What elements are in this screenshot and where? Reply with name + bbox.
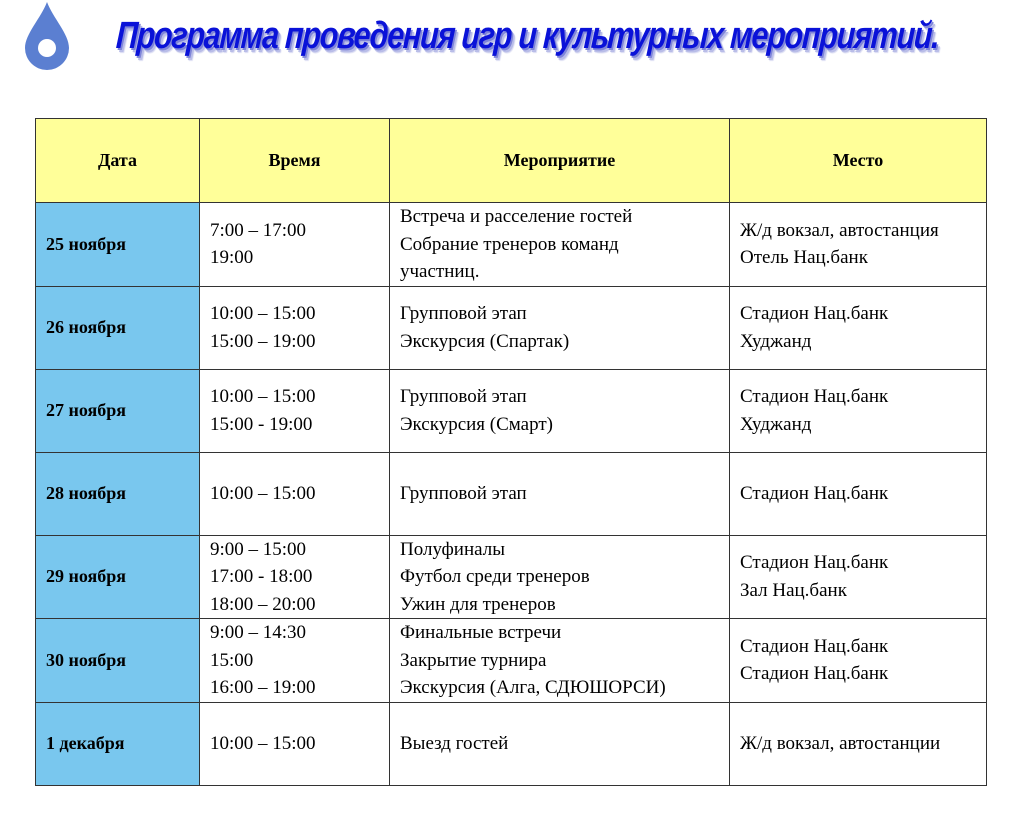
place-cell bbox=[730, 452, 987, 535]
place-cell bbox=[730, 203, 987, 287]
event-cell bbox=[390, 452, 730, 535]
time-line: 17:00 - 18:00 bbox=[210, 566, 313, 587]
place-line: Стадион Нац.банк bbox=[740, 386, 889, 407]
page-title: Программа проведения игр и культурных мероприятий. bbox=[114, 15, 940, 57]
event-cell bbox=[390, 203, 730, 287]
table-row bbox=[36, 286, 987, 369]
time-line: 7:00 – 17:00 bbox=[210, 219, 307, 241]
time-cell bbox=[200, 619, 390, 703]
event-line: участниц. bbox=[400, 261, 480, 282]
place-line: Зал Нац.банк bbox=[740, 579, 847, 601]
time-cell bbox=[200, 535, 390, 619]
header-date: Дата bbox=[36, 119, 200, 203]
table-row bbox=[36, 452, 987, 535]
time-line: 15:00 bbox=[210, 649, 254, 671]
event-cell bbox=[390, 702, 730, 785]
event-line: Закрытие турнира bbox=[400, 649, 547, 671]
date-cell: 25 ноября bbox=[36, 203, 200, 287]
table-row bbox=[36, 203, 987, 287]
event-line: Экскурсия (Смарт) bbox=[400, 413, 553, 435]
event-cell bbox=[390, 619, 730, 703]
date-cell: 28 ноября bbox=[36, 452, 200, 535]
time-cell bbox=[200, 369, 390, 452]
header-row bbox=[36, 119, 987, 203]
place-line: Стадион Нац.банк bbox=[740, 482, 889, 504]
event-line: Финальные встречи bbox=[400, 622, 562, 643]
place-cell bbox=[730, 619, 987, 703]
event-line: Выезд гостей bbox=[400, 732, 509, 754]
place-cell bbox=[730, 535, 987, 619]
water-drop-icon bbox=[22, 0, 72, 74]
time-cell bbox=[200, 452, 390, 535]
place-cell bbox=[730, 369, 987, 452]
event-cell bbox=[390, 369, 730, 452]
time-line: 18:00 – 20:00 bbox=[210, 593, 316, 615]
time-cell bbox=[200, 286, 390, 369]
time-line: 16:00 – 19:00 bbox=[210, 677, 316, 698]
place-cell bbox=[730, 702, 987, 785]
header-place: Место bbox=[730, 119, 987, 203]
date-cell: 29 ноября bbox=[36, 535, 200, 619]
place-line: Ж/д вокзал, автостанция bbox=[740, 219, 939, 241]
time-line: 10:00 – 15:00 bbox=[210, 386, 316, 407]
table-row bbox=[36, 369, 987, 452]
time-line: 10:00 – 15:00 bbox=[210, 482, 316, 504]
event-cell bbox=[390, 286, 730, 369]
event-line: Полуфиналы bbox=[400, 538, 505, 560]
place-line: Худжанд bbox=[740, 330, 812, 352]
table-row bbox=[36, 702, 987, 785]
place-line: Стадион Нац.банк bbox=[740, 663, 889, 685]
time-line: 10:00 – 15:00 bbox=[210, 732, 316, 754]
header-time: Время bbox=[200, 119, 390, 203]
date-cell: 26 ноября bbox=[36, 286, 200, 369]
event-line: Встреча и расселение гостей bbox=[400, 206, 633, 227]
event-line: Групповой этап bbox=[400, 482, 527, 504]
time-line: 15:00 - 19:00 bbox=[210, 413, 313, 435]
schedule-table bbox=[35, 118, 987, 786]
place-cell bbox=[730, 286, 987, 369]
event-line: Экскурсия (Спартак) bbox=[400, 330, 570, 352]
place-line: Ж/д вокзал, автостанции bbox=[740, 732, 941, 754]
time-line: 15:00 – 19:00 bbox=[210, 330, 316, 352]
event-line: Собрание тренеров команд bbox=[400, 233, 619, 255]
header-event: Мероприятие bbox=[390, 119, 730, 203]
event-line: Ужин для тренеров bbox=[400, 593, 556, 615]
time-line: 19:00 bbox=[210, 247, 254, 269]
place-line: Стадион Нац.банк bbox=[740, 303, 889, 324]
time-cell bbox=[200, 203, 390, 287]
table-row bbox=[36, 619, 987, 703]
place-line: Стадион Нац.банк bbox=[740, 635, 889, 657]
event-cell bbox=[390, 535, 730, 619]
table-row bbox=[36, 535, 987, 619]
place-line: Худжанд bbox=[740, 413, 812, 435]
event-line: Экскурсия (Алга, СДЮШОРСИ) bbox=[400, 677, 666, 698]
place-line: Стадион Нац.банк bbox=[740, 552, 889, 574]
place-line: Отель Нац.банк bbox=[740, 247, 868, 269]
date-cell: 1 декабря bbox=[36, 702, 200, 785]
date-cell: 27 ноября bbox=[36, 369, 200, 452]
time-line: 10:00 – 15:00 bbox=[210, 303, 316, 324]
date-cell: 30 ноября bbox=[36, 619, 200, 703]
time-cell bbox=[200, 702, 390, 785]
time-line: 9:00 – 14:30 bbox=[210, 622, 307, 643]
event-line: Групповой этап bbox=[400, 386, 527, 407]
event-line: Групповой этап bbox=[400, 303, 527, 324]
event-line: Футбол среди тренеров bbox=[400, 566, 590, 587]
time-line: 9:00 – 15:00 bbox=[210, 538, 307, 560]
